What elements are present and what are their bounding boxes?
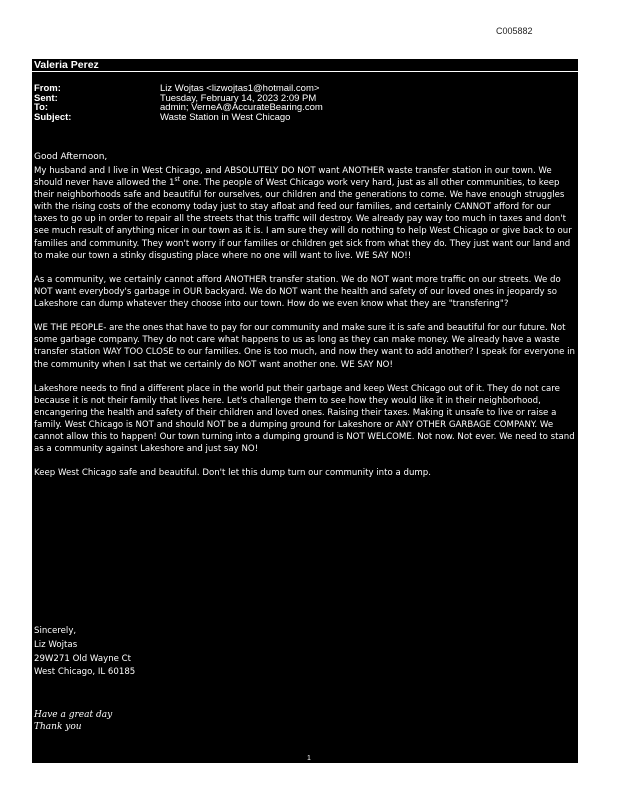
- closing-address-line2: West Chicago, IL 60185: [34, 667, 136, 678]
- greeting: Good Afternoon,: [34, 152, 108, 162]
- handwritten-signoff: [34, 709, 112, 733]
- subject-value: Waste Station in West Chicago: [160, 111, 291, 123]
- paragraph-1-end: one. The people of West Chicago work very hard, just as all other communities, to keep their neighborhoods safe and beautiful for ourselves, our children and the generations to come. We have enough struggles with the rising costs of the economy today just to stay afloat and feed our families, and certainly CANNOT afford for our taxes to go up in order to repair all the streets that this traffic will destroy. We already pay way too much in taxes and don't see much result of anything nicer in our town as it is. I am sure they will do nothing to help West Chicago or give back to our families and community. They won't worry if our families or children get sick from what they do. They just want our land and to make our town a stinky disgusting place where no one will want to live. WE SAY NO!!: [34, 178, 572, 261]
- signoff-line2: Thank you: [34, 722, 82, 732]
- from-label: From:: [34, 83, 61, 94]
- sent-value: Tuesday, February 14, 2023 2:09 PM: [160, 92, 317, 104]
- to-value: admin; VerneA@AccurateBearing.com: [160, 102, 323, 114]
- page-number: 1: [307, 755, 311, 762]
- to-row: [34, 103, 574, 113]
- from-value: Liz Wojtas <lizwojtas1@hotmail.com>: [160, 83, 320, 94]
- subject-row: [34, 113, 574, 123]
- paragraph-5: Keep West Chicago safe and beautiful. Don't let this dump turn our community into a dump.: [34, 468, 431, 479]
- email-body: [34, 165, 576, 492]
- paragraph-2: As a community, we certainly cannot afford ANOTHER transfer station. We do NOT want more traffic on our streets. We do NOT want everybody's garbage in OUR backyard. We do NOT want the health and safety of our loved ones in jeopardy so Lakeshore can dump whatever they choose into our town. How do we even know what they are "transfering"?: [34, 274, 561, 310]
- email-header: [34, 84, 574, 122]
- signoff-line1: Have a great day: [34, 710, 113, 720]
- paragraph-1: [34, 165, 576, 262]
- closing-salutation: Sincerely,: [34, 626, 77, 636]
- to-label: To:: [34, 102, 49, 114]
- paragraph-4: Lakeshore needs to find a different place in the world put their garbage and keep West Chicago out of it. They do not care because it is not their family that lives here. Let's challenge them to see how they would like it in their neighborhood, encangering the health and safety of their children and loved ones. Raising their taxes. Making it unsafe to live or raise a family. West Chicago is NOT and should NOT be a dumping ground for Lakeshore or ANY OTHER GARBAGE COMPANY. We cannot allow this to happen! Our town turning into a dumping ground is NOT WELCOME. Not now. Not ever. We need to stand as a community against Lakeshore and just say NO!: [34, 383, 575, 455]
- header-divider: [32, 71, 578, 72]
- sender-name: Valeria Perez: [34, 59, 99, 71]
- ordinal-suffix: st: [174, 176, 180, 184]
- bates-number: C005882: [496, 26, 533, 36]
- closing-name: Liz Wojtas: [34, 639, 78, 650]
- email-printout: [32, 59, 578, 763]
- closing-block: [34, 625, 135, 680]
- subject-label: Subject:: [34, 111, 72, 123]
- paragraph-1-start: My husband and I live in West Chicago, and ABSOLUTELY DO NOT want ANOTHER waste transfer station in our town. We should never have allowed the 1: [34, 166, 552, 189]
- paragraph-3: WE THE PEOPLE- are the ones that have to pay for our community and make sure it is safe and beautiful for our future. Not some garbage company. They do not care what happens to us as long as they can make money. We already have a waste transfer station WAY TOO CLOSE to our families. One is too much, and now they want to add another? I speak for everyone in the community when I sat that we certainly do NOT want another one. WE SAY NO!: [34, 323, 575, 370]
- closing-address-line1: 29W271 Old Wayne Ct: [34, 653, 132, 664]
- sent-label: Sent:: [34, 92, 58, 104]
